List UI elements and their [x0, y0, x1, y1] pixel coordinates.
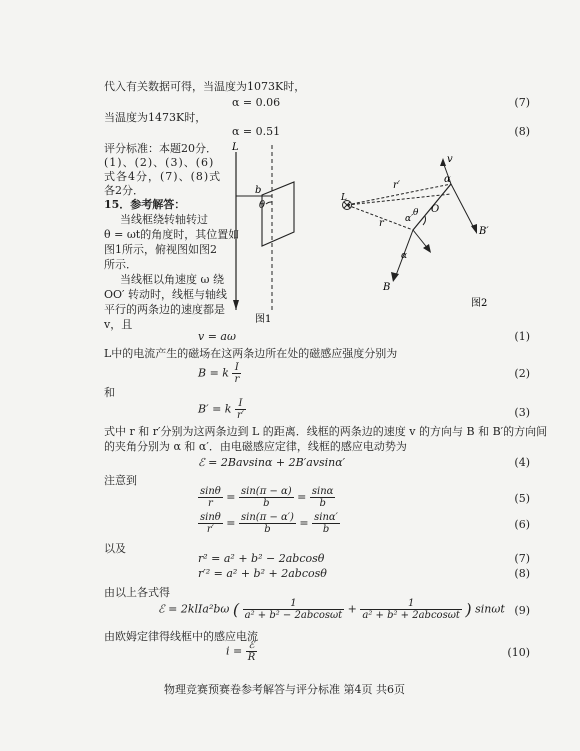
text-line: 式各4分，(7)、(8)式 [104, 170, 222, 183]
equation: v = aω [198, 330, 236, 343]
equation: r′² = a² + b² + 2abcosθ [198, 567, 327, 580]
text-line: 当温度为1473K时， [104, 111, 207, 124]
label-B: B [383, 282, 391, 293]
label-alpha: α [444, 174, 451, 185]
equation-number: (10) [507, 646, 530, 659]
figure-2 [335, 150, 510, 310]
text-line: (1)、(2)、(3)、(6) [104, 156, 215, 169]
equation-number: (4) [514, 456, 530, 469]
equation-number: (6) [514, 518, 530, 531]
equation-number: (5) [514, 492, 530, 505]
label-alpha-2: α [401, 251, 408, 261]
equation-number: (3) [514, 406, 530, 419]
equation: α = 0.51 [232, 125, 281, 138]
equation-number: (7) [514, 552, 530, 565]
equation-number: (7) [514, 96, 530, 109]
label-Bprime: B′ [479, 226, 489, 237]
label-alphaprime: α′ [405, 214, 414, 224]
label-theta: θ [413, 208, 419, 218]
label-theta: θ [259, 200, 266, 211]
label-rprime: r′ [393, 180, 401, 191]
text-line: 和 [104, 386, 115, 399]
label-r: r [379, 218, 384, 229]
text-line: OO′ 转动时，线框与轴线 [104, 288, 228, 301]
equation-number: (9) [514, 604, 530, 617]
equation: i = $\frac{\text{ℰ}}{R}$ [226, 640, 256, 663]
text-line: 由以上各式得 [104, 586, 170, 599]
equation: ℰ = 2klIa²bω ( $\frac{1}{\text{a² + b² − 2abcosωt}}$ + $\frac{1}{\text{a² + b² + 2abcosωt}}$ ) sinωt [158, 598, 505, 621]
text-line: 由欧姆定律得线框中的感应电流 [104, 630, 258, 643]
text-line: 所示． [104, 258, 137, 271]
text-line: 以及 [104, 542, 126, 555]
equation-number: (2) [514, 367, 530, 380]
text-line: 当线框以角速度 ω 绕 [120, 273, 224, 286]
label-v: v [447, 154, 453, 165]
text-line: 注意到 [104, 474, 137, 487]
section-heading: 15．参考解答： [104, 198, 186, 211]
equation-number: (8) [514, 125, 530, 138]
equation: B = k $\frac{I}{r}$ [198, 362, 240, 385]
label-O: O [431, 204, 440, 215]
text-line: v，且 [104, 318, 133, 331]
figure-1 [222, 140, 302, 325]
page-footer: 物理竞赛预赛卷参考解答与评分标准 第4页 共6页 [164, 683, 405, 696]
figure-1-caption: 图1 [255, 314, 272, 325]
text-line: 评分标准：本题20分． [104, 142, 217, 155]
equation: $\frac{\sin\theta}{r'}$ = $\frac{\sin(\pi - \alpha')}{b}$ = $\frac{\sin\alpha'}{b}$ [200, 512, 338, 535]
equation: r² = a² + b² − 2abcosθ [198, 552, 325, 565]
equation: $\frac{\sin\theta}{r}$ = $\frac{\sin(\pi - \alpha)}{b}$ = $\frac{\sin\alpha}{b}$ [200, 486, 334, 509]
label-b: b [255, 185, 262, 196]
text-line: 图1所示，俯视图如图2 [104, 243, 217, 256]
text-line: 当线框绕转轴转过 [120, 213, 208, 226]
label-L: L [232, 142, 239, 153]
text-line: 的夹角分别为 α 和 α′．由电磁感应定律，线框的感应电动势为 [104, 440, 407, 453]
equation: α = 0.06 [232, 96, 281, 109]
equation-number: (1) [514, 330, 530, 343]
text-line: 平行的两条边的速度都是 [104, 303, 225, 316]
equation: ℰ = 2Bavsinα + 2B′avsinα′ [198, 456, 346, 469]
equation-number: (8) [514, 567, 530, 580]
figure-2-caption: 图2 [471, 298, 488, 309]
text-line: θ = ωt的角度时，其位置如 [104, 228, 240, 241]
equation: B′ = k $\frac{I}{r'}$ [198, 398, 245, 421]
text-line: L中的电流产生的磁场在这两条边所在处的磁感应强度分别为 [104, 347, 398, 360]
text-line: 代入有关数据可得，当温度为1073K时， [104, 80, 306, 93]
label-L: L [341, 193, 347, 203]
text-line: 各2分． [104, 184, 144, 197]
text-line: 式中 r 和 r′分别为这两条边到 L 的距离．线框的两条边的速度 v 的方向与 B 和 B′的方向间 [104, 425, 548, 438]
